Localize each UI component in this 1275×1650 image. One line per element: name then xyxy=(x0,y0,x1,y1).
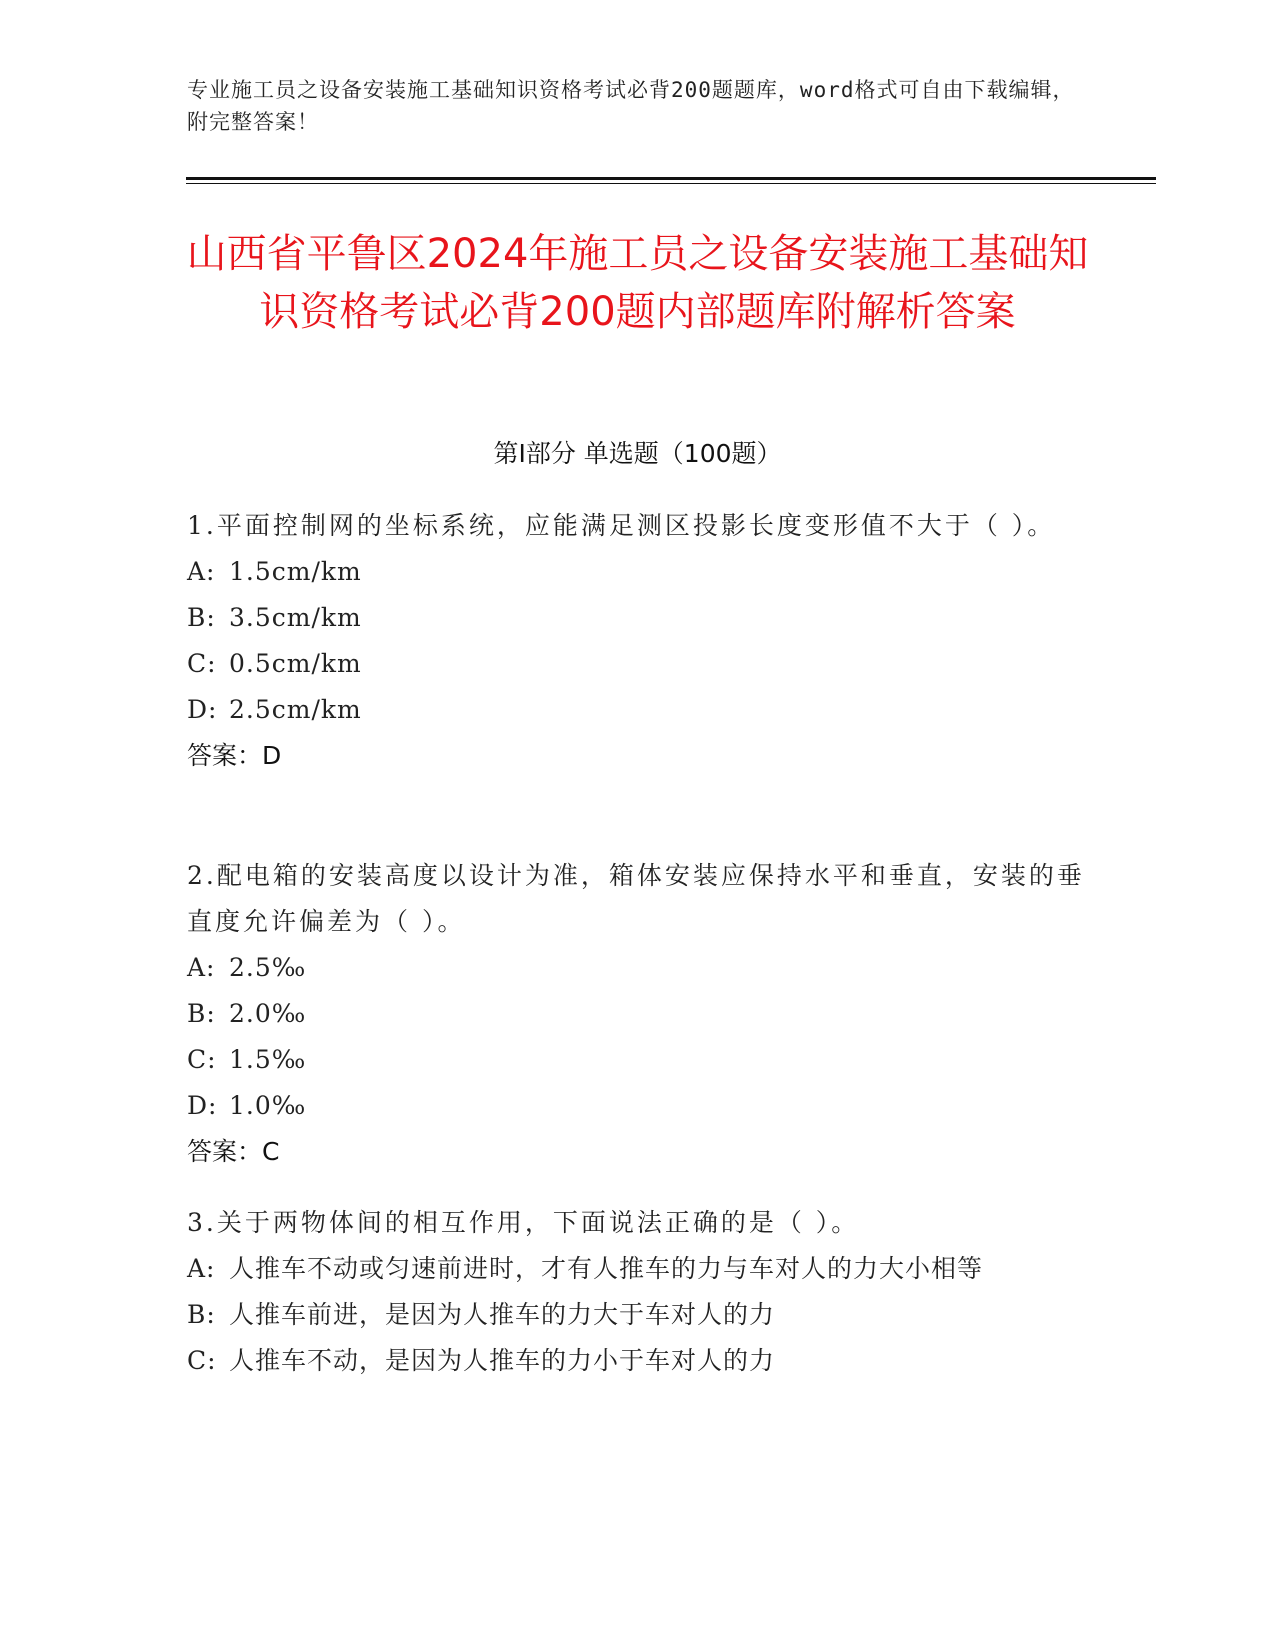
option-d xyxy=(187,1083,1087,1129)
option-d xyxy=(187,687,1087,733)
option-text: 2.0‰ xyxy=(229,999,307,1028)
header-rule-thick xyxy=(186,177,1156,180)
option-text: 1.0‰ xyxy=(229,1091,307,1120)
section-heading: 第Ⅰ部分 单选题（100题） xyxy=(493,439,782,468)
question-stem: 2.配电箱的安装高度以设计为准，箱体安装应保持水平和垂直，安装的垂直度允许偏差为（ ）。 xyxy=(187,861,1085,936)
option-b xyxy=(187,1292,1087,1338)
option-letter: A: xyxy=(187,1254,216,1283)
option-text: 1.5‰ xyxy=(229,1045,307,1074)
option-b xyxy=(187,595,1087,641)
option-a xyxy=(187,549,1087,595)
option-b xyxy=(187,991,1087,1037)
question-2 xyxy=(187,853,1087,1175)
option-letter: C: xyxy=(187,649,217,678)
option-text: 1.5cm/km xyxy=(229,557,362,586)
option-letter: B: xyxy=(187,603,216,632)
header-rule-thin xyxy=(186,183,1156,184)
question-stem: 3.关于两物体间的相互作用，下面说法正确的是（ ）。 xyxy=(187,1208,860,1237)
header-note: 专业施工员之设备安装施工基础知识资格考试必背200题题库，word格式可自由下载编辑，附完整答案！ xyxy=(187,78,1075,134)
option-letter: D: xyxy=(187,695,218,724)
option-c xyxy=(187,1037,1087,1083)
option-letter: B: xyxy=(187,1300,216,1329)
option-a xyxy=(187,945,1087,991)
option-text: 0.5cm/km xyxy=(229,649,362,678)
option-letter: C: xyxy=(187,1346,217,1375)
option-letter: C: xyxy=(187,1045,217,1074)
option-letter: A: xyxy=(187,953,216,982)
option-a xyxy=(187,1246,1087,1292)
question-3 xyxy=(187,1200,1087,1384)
option-c xyxy=(187,641,1087,687)
answer: 答案：C xyxy=(187,1137,280,1166)
document-title: 山西省平鲁区2024年施工员之设备安装施工基础知识资格考试必背200题内部题库附解析答案 xyxy=(186,231,1089,335)
option-text: 2.5‰ xyxy=(229,953,307,982)
question-stem: 1.平面控制网的坐标系统，应能满足测区投影长度变形值不大于（ ）。 xyxy=(187,511,1056,540)
option-c xyxy=(187,1338,1087,1384)
option-text: 人推车不动或匀速前进时，才有人推车的力与车对人的力大小相等 xyxy=(229,1254,984,1283)
option-text: 3.5cm/km xyxy=(229,603,362,632)
option-text: 人推车前进，是因为人推车的力大于车对人的力 xyxy=(229,1300,776,1329)
option-letter: B: xyxy=(187,999,216,1028)
option-letter: D: xyxy=(187,1091,218,1120)
option-text: 人推车不动，是因为人推车的力小于车对人的力 xyxy=(229,1346,776,1375)
question-1 xyxy=(187,503,1087,779)
option-letter: A: xyxy=(187,557,216,586)
answer: 答案：D xyxy=(187,741,282,770)
option-text: 2.5cm/km xyxy=(229,695,362,724)
